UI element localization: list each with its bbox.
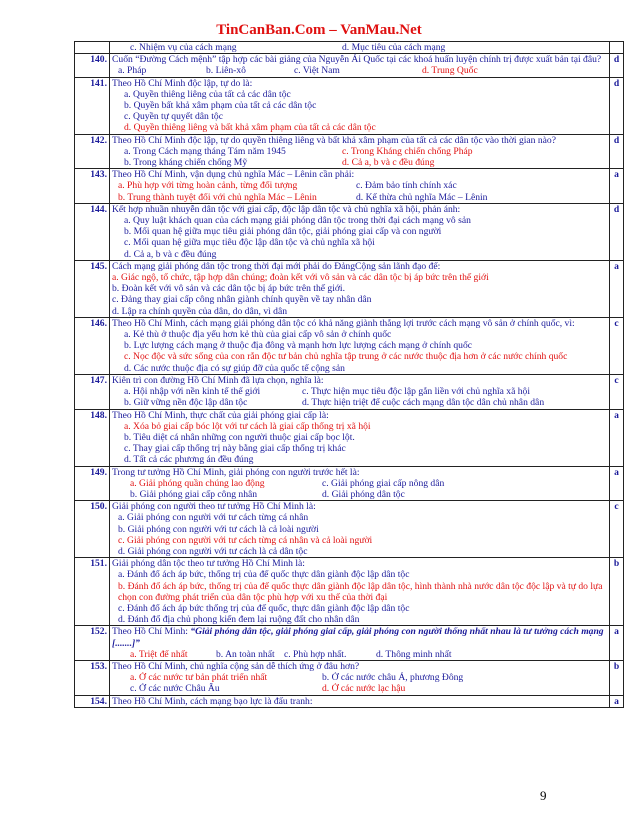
question-row: [75, 374, 624, 409]
page-number: 9: [540, 788, 547, 803]
answer-key: a: [610, 626, 624, 661]
question-body: [110, 466, 610, 501]
answer-option: c. Giải phóng con người với tư cách từng cá nhân và cả loài người: [118, 534, 373, 546]
answer-option: b. Trong kháng chiến chống Mỹ: [124, 157, 248, 169]
answer-option: b. Giữ vững nền độc lập dân tộc: [124, 397, 248, 409]
answer-key: d: [610, 54, 624, 77]
answer-key: c: [610, 374, 624, 409]
question-text: Theo Hồ Chí Minh độc lập, tự do quyền thiêng liêng và bất khả xâm phạm của tất cả các dân tộc vào thời gian nào?: [112, 134, 556, 146]
answer-option: a. Hội nhập với nền kinh tế thế giới: [124, 386, 261, 398]
answer-option: d. Tất cả các phương án đều đúng: [124, 454, 254, 466]
answer-option-row: [112, 397, 607, 408]
answer-option: b. An toàn nhất: [216, 648, 275, 660]
answer-option: a. Đánh đổ ách áp bức, thống trị của đế quốc thực dân giành độc lập dân tộc: [118, 569, 410, 581]
question-body: [110, 409, 610, 466]
question-row: [75, 134, 624, 169]
answer-option: b. Trung thành tuyệt đối với chủ nghĩa Mác – Lênin: [118, 191, 317, 203]
answer-option: a. Triệt để nhất: [130, 648, 188, 660]
answer-option: d. Quyền thiêng liêng và bất khả xâm phạm của tất cả các dân tộc: [124, 122, 376, 134]
site-header: TinCanBan.Com – VanMau.Net: [216, 22, 422, 38]
question-body: [110, 695, 610, 707]
answer-option-row: [112, 65, 607, 76]
answer-option: c. Đảm bảo tính chính xác: [356, 180, 457, 192]
answer-option: d. Trung Quốc: [422, 65, 478, 77]
answer-option-row: [112, 386, 607, 397]
answer-option: b. Lực lượng cách mạng ở thuộc địa đông và mạnh hơn lực lượng cách mạng ở chính quốc: [124, 340, 473, 352]
question-body: [110, 558, 610, 626]
answer-key: d: [610, 203, 624, 260]
question-number: 152.: [75, 626, 110, 661]
question-number: 144.: [75, 203, 110, 260]
answer-option: c. Đánh đổ ách áp bức thống trị của đế quốc, thực dân giành độc lập dân tộc: [118, 602, 410, 614]
question-body: [110, 501, 610, 558]
question-text: Giải phóng dân tộc theo tư tưởng Hồ Chí Minh là:: [112, 558, 305, 570]
answer-key: a: [610, 409, 624, 466]
answer-option: c. Thực hiện mục tiêu độc lập gắn liền với chủ nghĩa xã hội: [302, 386, 531, 398]
answer-option: b. Tiêu diệt cá nhân những con người thuộc giai cấp bọc lột.: [124, 431, 355, 443]
answer-option-row: [112, 478, 607, 489]
answer-option: a. Phù hợp với từng hoàn cảnh, từng đối tượng: [118, 180, 298, 192]
question-row: [75, 54, 624, 77]
answer-option: a. Giác ngộ, tổ chức, tập hợp dân chúng; đoàn kết với vô sản và các dân tộc bị áp bức trên thế giới: [112, 272, 489, 284]
question-text: Cách mạng giải phóng dân tộc trong thời đại mới phải do ĐảngCộng sản lãnh đạo để:: [112, 260, 441, 272]
question-row: [75, 626, 624, 661]
answer-key: a: [610, 169, 624, 204]
question-text: Cuốn “Đường Cách mệnh” tập hợp các bài giảng của Nguyễn Ái Quốc tại các khoá huấn luyện chính trị được xuất bản tại đâu?: [112, 54, 602, 66]
answer-key: a: [610, 695, 624, 707]
question-number: 142.: [75, 134, 110, 169]
question-number: 153.: [75, 660, 110, 695]
answer-option-row: [112, 672, 607, 683]
answer-option: d. Cả a, b và c đều đúng: [124, 248, 217, 260]
answer-option: d. Các nước thuộc địa có sự giúp đỡ của quốc tế cộng sản: [124, 362, 345, 374]
question-text: Kết hợp nhuần nhuyễn dân tộc với giai cấp, độc lập dân tộc và chủ nghĩa xã hội, phản ánh:: [112, 203, 461, 215]
answer-option-row: [112, 180, 607, 191]
question-number: 140.: [75, 54, 110, 77]
answer-option-row: [112, 146, 607, 157]
answer-option: d. Đánh đổ địa chủ phong kiến đem lại ruộng đất cho nhân dân: [118, 614, 360, 626]
answer-option: d. Lập ra chính quyền của dân, do dân, vì dân: [112, 305, 288, 317]
question-number: 154.: [75, 695, 110, 707]
question-number: 151.: [75, 558, 110, 626]
answer-key: d: [610, 77, 624, 134]
table-row: [75, 42, 624, 54]
question-body: [110, 660, 610, 695]
answer-option: d. Giải phóng dân tộc: [322, 488, 405, 500]
question-text: Theo Hồ Chí Minh, cách mạng giải phóng dân tộc có khả năng giành thắng lợi trước cách mạng vô sản ở chính quốc, vì:: [112, 317, 575, 329]
answer-option: a. Trong Cách mạng tháng Tám năm 1945: [124, 145, 286, 157]
question-text: [112, 626, 607, 648]
question-text: Giải phóng con người theo tư tưởng Hồ Chí Minh là:: [112, 501, 316, 513]
answer-option: d. Thông minh nhất: [376, 648, 452, 660]
question-number: 146.: [75, 317, 110, 374]
question-number: 143.: [75, 169, 110, 204]
answer-option: b. Giải phóng con người với tư cách là cả loài người: [118, 523, 319, 535]
answer-key: a: [610, 466, 624, 501]
question-body: [110, 317, 610, 374]
answer-key: c: [610, 501, 624, 558]
answer-option: c. Đảng thay giai cấp công nhân giành chính quyền về tay nhân dân: [112, 294, 372, 306]
question-row: [75, 169, 624, 204]
answer-option: a. Pháp: [118, 65, 147, 77]
question-number: 150.: [75, 501, 110, 558]
question-body: [110, 54, 610, 77]
answer-option: a. Giải phóng quần chúng lao động: [130, 477, 265, 489]
question-text: Theo Hồ Chí Minh, vận dụng chủ nghĩa Mác – Lênin cần phải:: [112, 169, 355, 181]
answer-option: a. Giải phóng con người với tư cách từng cá nhân: [118, 512, 309, 524]
option-c: c. Nhiệm vụ của cách mạng: [130, 42, 237, 53]
answer-option: b. Đánh đổ ách áp bức, thống trị của đế quốc thực dân giành độc lập dân tộc, hình thành nhà nước dân tộc độc lập và tự do lựa chọn con đường phát triển của dân tộc phù hợp với xu thế của thời đại: [118, 580, 603, 603]
question-body: [110, 169, 610, 204]
question-body: [110, 134, 610, 169]
answer-key: b: [610, 660, 624, 695]
answer-option: b. Liên-xô: [206, 65, 246, 77]
answer-option-row: [112, 192, 607, 203]
answer-option: b. Quyền bất khả xâm phạm của tất cả các dân tộc: [124, 100, 317, 112]
question-number: 149.: [75, 466, 110, 501]
answer-option: b. Giải phóng giai cấp công nhân: [130, 488, 258, 500]
question-text: Trong tư tưởng Hồ Chí Minh, giải phóng con người trước hết là:: [112, 466, 360, 478]
answer-option: b. Đoàn kết với vô sản và các dân tộc bị áp bức trên thế giới.: [112, 283, 345, 295]
answer-option: d. Ở các nước lạc hậu: [322, 683, 406, 695]
answer-option: c. Phù hợp nhất.: [284, 648, 347, 660]
answer-option: d. Cả a, b và c đều đúng: [342, 157, 435, 169]
question-row: [75, 558, 624, 626]
answer-option: c. Quyền tự quyết dân tộc: [124, 111, 223, 123]
answer-option: c. Ở các nước Châu Âu: [130, 683, 220, 695]
answer-option: c. Nọc độc và sức sống của con rắn độc tư bản chủ nghĩa tập trung ở các nước thuộc địa hơn ở các nước chính quốc: [124, 351, 568, 363]
answer-option-row: [112, 157, 607, 168]
question-text: Theo Hồ Chí Minh độc lập, tự do là:: [112, 77, 253, 89]
answer-option: c. Việt Nam: [294, 65, 340, 77]
answer-key: b: [610, 558, 624, 626]
answer-option: d. Giải phóng con người với tư cách là cả dân tộc: [118, 545, 308, 557]
answer-option: d. Thực hiện triệt để cuộc cách mạng dân tộc dân chủ nhân dân: [302, 397, 545, 409]
question-number: 148.: [75, 409, 110, 466]
answer-option: a. Quyền thiêng liêng của tất cả các dân tộc: [124, 88, 291, 100]
option-d: d. Mục tiêu của cách mạng: [342, 42, 446, 53]
answer-option: c. Trong Kháng chiến chống Pháp: [342, 145, 473, 157]
answer-key: d: [610, 134, 624, 169]
answer-option: a. Quy luật khách quan của cách mạng giải phóng dân tộc trong thời đại cách mạng vô sản: [124, 215, 471, 227]
question-text: Theo Hồ Chí Minh, chủ nghĩa cộng sản dễ thích ứng ở đâu hơn?: [112, 660, 360, 672]
answer-option: a. Kẻ thù ở thuộc địa yếu hơn kẻ thù của giai cấp vô sản ở chính quốc: [124, 329, 392, 341]
question-text: Kiên trì con đường Hồ Chí Minh đã lựa chọn, nghĩa là:: [112, 374, 324, 386]
question-body: [110, 260, 610, 317]
answer-option-row: [112, 649, 607, 660]
question-number: 147.: [75, 374, 110, 409]
answer-option: c. Thay giai cấp thống trị này bằng giai cấp thống trị khác: [124, 443, 346, 455]
question-row: [75, 695, 624, 707]
answer-option: a. Xóa bỏ giai cấp bóc lột với tư cách là giai cấp thống trị xã hội: [124, 420, 371, 432]
question-row: [75, 409, 624, 466]
question-quote: “Giải phóng dân tộc, giải phóng giai cấp, giải phóng con người thống nhất nhau là tư tưởng cách mạng [.......]”: [112, 626, 604, 649]
question-row: [75, 466, 624, 501]
question-body: [110, 203, 610, 260]
question-body: [110, 77, 610, 134]
answer-key: c: [610, 317, 624, 374]
answer-option: c. Mối quan hệ giữa mục tiêu độc lập dân tộc và chủ nghĩa xã hội: [124, 237, 375, 249]
answer-option: b. Mối quan hệ giữa mục tiêu giải phóng dân tộc, giải phóng giai cấp và con người: [124, 226, 442, 238]
answer-option-row: [112, 489, 607, 500]
question-body: [110, 626, 610, 661]
question-row: [75, 260, 624, 317]
question-table: [74, 41, 624, 708]
question-number: 145.: [75, 260, 110, 317]
question-row: [75, 203, 624, 260]
answer-key: a: [610, 260, 624, 317]
answer-option: b. Ở các nước châu Á, phương Đông: [322, 672, 464, 684]
question-row: [75, 660, 624, 695]
answer-option: d. Kế thừa chủ nghĩa Mác – Lênin: [356, 191, 488, 203]
question-intro: Theo Hồ Chí Minh:: [112, 626, 188, 638]
question-row: [75, 317, 624, 374]
question-text: Theo Hồ Chí Minh, cách mạng bạo lực là đấu tranh:: [112, 695, 313, 707]
answer-option: c. Giải phóng giai cấp nông dân: [322, 477, 445, 489]
question-number: 141.: [75, 77, 110, 134]
question-row: [75, 501, 624, 558]
question-body: [110, 374, 610, 409]
question-row: [75, 77, 624, 134]
answer-option-row: [112, 683, 607, 694]
answer-option: a. Ở các nước tư bản phát triển nhất: [130, 672, 268, 684]
question-text: Theo Hồ Chí Minh, thực chất của giải phóng giai cấp là:: [112, 409, 329, 421]
